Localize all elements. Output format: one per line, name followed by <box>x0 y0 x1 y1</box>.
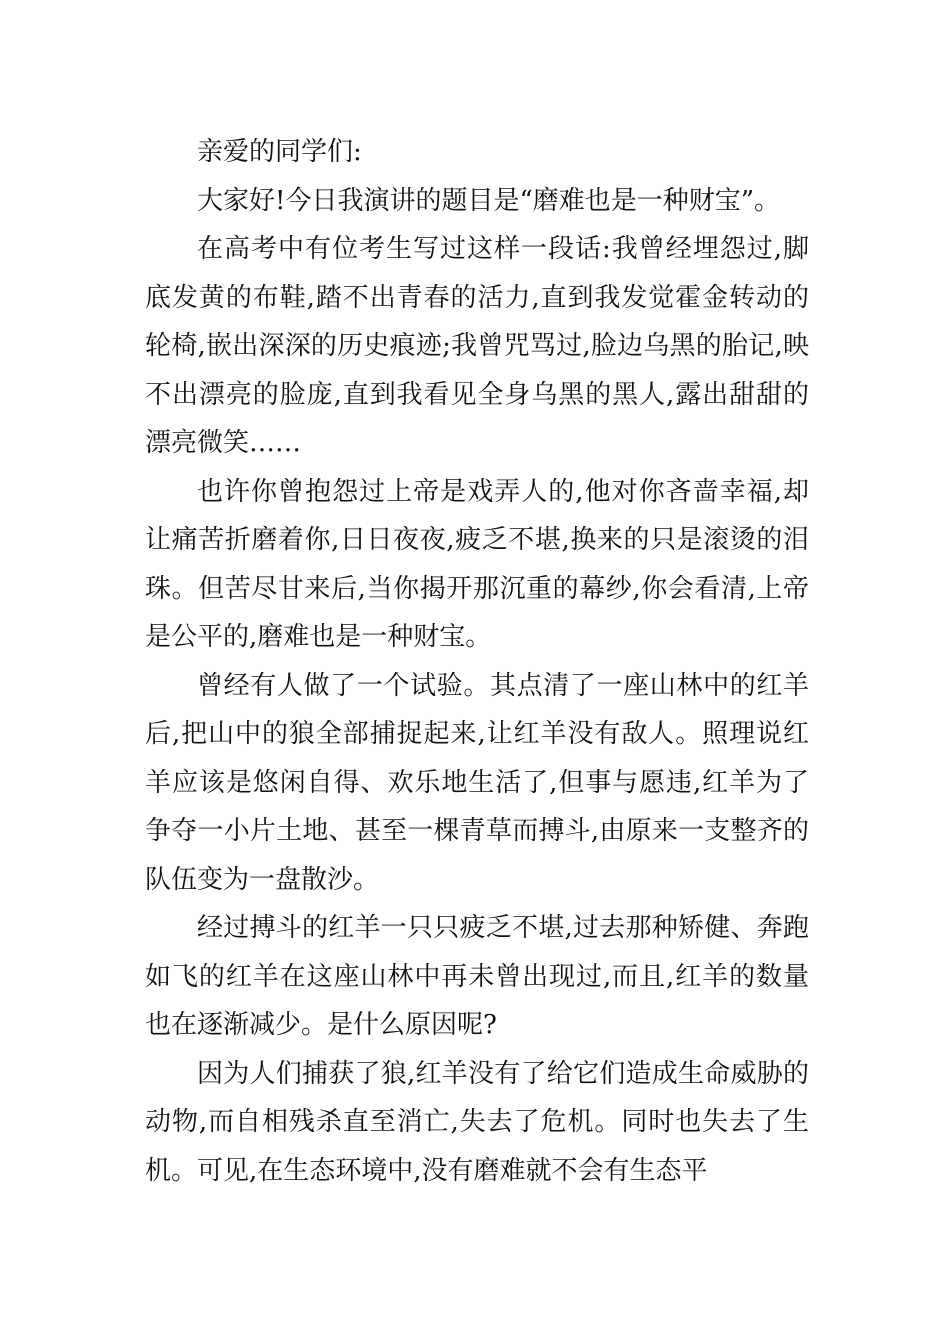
paragraph-conclusion: 因为人们捕获了狼,红羊没有了给它们造成生命威胁的动物,而自相残杀直至消亡,失去了危机。同时也失去了生机。可见,在生态环境中,没有磨难就不会有生态平 <box>145 1058 809 1186</box>
speech-body <box>145 128 809 1195</box>
paragraph-decline: 经过搏斗的红羊一只只疲乏不堪,过去那种矫健、奔跑如飞的红羊在这座山林中再未曾出现过,而且,红羊的数量也在逐渐减少。是什么原因呢? <box>145 913 809 1040</box>
paragraph-complaint: 也许你曾抱怨过上帝是戏弄人的,他对你吝啬幸福,却让痛苦折磨着你,日日夜夜,疲乏不堪,换来的只是滚烫的泪珠。但苦尽甘来后,当你揭开那沉重的幕纱,你会看清,上帝是公平的,磨难也是一种财宝。 <box>145 476 809 652</box>
paragraph-greeting: 大家好!今日我演讲的题目是“磨难也是一种财宝”。 <box>197 185 781 216</box>
salutation: 亲爱的同学们: <box>197 137 362 167</box>
paragraph-exam-quote: 在高考中有位考生写过这样一段话:我曾经埋怨过,脚底发黄的布鞋,踏不出青春的活力,直到我发觉霍金转动的轮椅,嵌出深深的历史痕迹;我曾咒骂过,脸边乌黑的胎记,映不出漂亮的脸庞,直到我看见全身乌黑的黑人,露出甜甜的漂亮微笑…… <box>145 234 809 458</box>
paragraph-experiment: 曾经有人做了一个试验。其点清了一座山林中的红羊后,把山中的狼全部捕捉起来,让红羊没有敌人。照理说红羊应该是悠闲自得、欢乐地生活了,但事与愿违,红羊为了争夺一小片土地、甚至一棵青草而搏斗,由原来一支整齐的队伍变为一盘散沙。 <box>145 670 809 895</box>
